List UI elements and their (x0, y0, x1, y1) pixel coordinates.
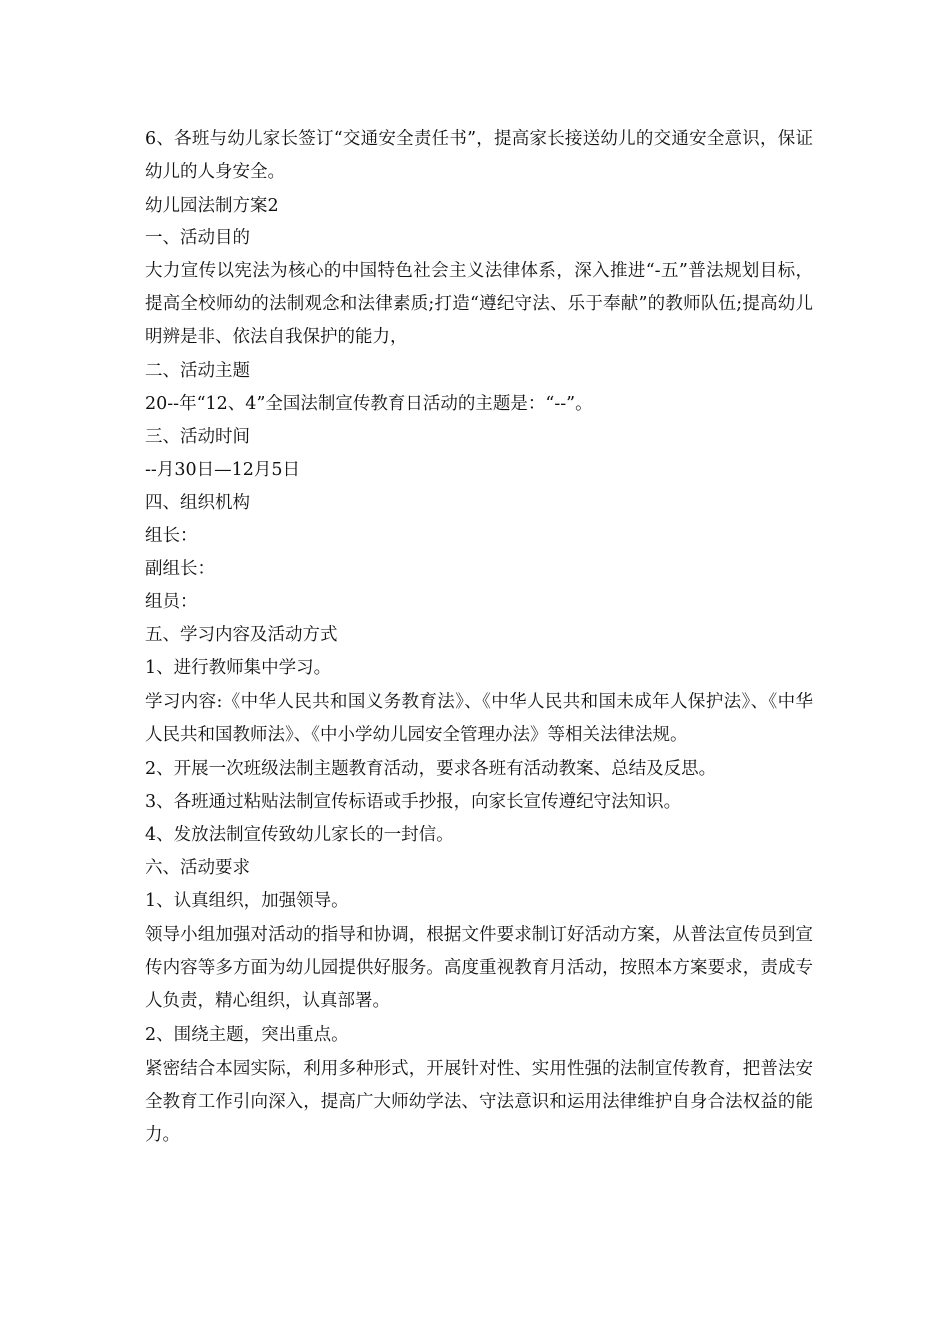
paragraph-practice: 紧密结合本园实际，利用多种形式，开展针对性、实用性强的法制宣传教育，把普法安全教育工作引向深入，提高广大师幼学法、守法意识和运用法律维护自身合法权益的能力。 (145, 1059, 813, 1145)
paragraph-activity-time: --月30日—12月5日 (145, 460, 300, 480)
heading-organization: 四、组织机构 (145, 493, 250, 513)
heading-study-content: 五、学习内容及活动方式 (145, 625, 338, 645)
paragraph-deputy-leader: 副组长： (145, 559, 215, 579)
list-item-organize: 1、认真组织，加强领导。 (145, 891, 349, 911)
list-item-theme-focus: 2、围绕主题，突出重点。 (145, 1025, 349, 1045)
paragraph-activity-theme: 20--年“12、4”全国法制宣传教育日活动的主题是：“--”。 (145, 394, 593, 414)
heading-activity-requirements: 六、活动要求 (145, 858, 250, 878)
paragraph-leadership: 领导小组加强对活动的指导和协调，根据文件要求制订好活动方案，从普法宣传员到宣传内容等多方面为幼儿园提供好服务。高度重视教育月活动，按照本方案要求，责成专人负责，精心组织，认真部署。 (145, 925, 813, 1011)
heading-activity-purpose: 一、活动目的 (145, 228, 250, 248)
paragraph-group-leader: 组长： (145, 526, 198, 546)
list-item-parent-letter: 4、发放法制宣传致幼儿家长的一封信。 (145, 825, 454, 845)
paragraph-activity-purpose: 大力宣传以宪法为核心的中国特色社会主义法律体系，深入推进“-五”普法规划目标，提高全校师幼的法制观念和法律素质;打造“遵纪守法、乐于奉献”的教师队伍;提高幼儿明辨是非、依法自我保护的能力， (145, 261, 813, 347)
paragraph-members: 组员： (145, 592, 198, 612)
document-body (145, 123, 813, 1152)
section-title: 幼儿园法制方案2 (145, 196, 279, 216)
list-item-class-activity: 2、开展一次班级法制主题教育活动，要求各班有活动教案、总结及反思。 (145, 759, 717, 779)
paragraph-study-content: 学习内容:《中华人民共和国义务教育法》、《中华人民共和国未成年人保护法》、《中华人民共和国教师法》、《中小学幼儿园安全管理办法》等相关法律法规。 (145, 692, 813, 745)
paragraph-traffic-safety: 6、各班与幼儿家长签订“交通安全责任书”，提高家长接送幼儿的交通安全意识，保证幼儿的人身安全。 (145, 129, 813, 182)
list-item-teacher-study: 1、进行教师集中学习。 (145, 658, 332, 678)
heading-activity-time: 三、活动时间 (145, 427, 250, 447)
list-item-slogans: 3、各班通过粘贴法制宣传标语或手抄报，向家长宣传遵纪守法知识。 (145, 792, 682, 812)
heading-activity-theme: 二、活动主题 (145, 361, 250, 381)
